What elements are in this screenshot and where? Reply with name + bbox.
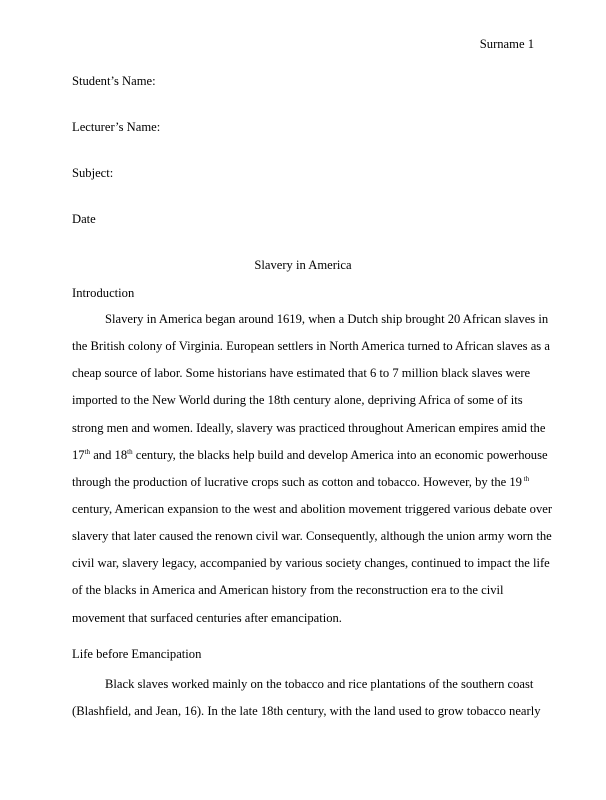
paragraph-line [72, 469, 534, 496]
header-surname: Surname [479, 37, 525, 51]
student-name-line: Student’s Name: [72, 74, 156, 88]
introduction-heading: Introduction [72, 286, 135, 300]
text-run: 17 [72, 447, 85, 462]
date-line: Date [72, 212, 96, 226]
paragraph-line: cheap source of labor. Some historians have estimated that 6 to 7 million black slaves were [72, 366, 531, 381]
paragraph-line: century, American expansion to the west and abolition movement triggered various debate over [72, 501, 553, 516]
paragraph-line: Black slaves worked mainly on the tobacco and rice plantations of the southern coast [105, 677, 534, 691]
lecturer-name-line: Lecturer’s Name: [72, 120, 161, 134]
text-run: through the production of lucrative crops such as cotton and tobacco. However, by the 19 [72, 474, 522, 489]
paragraph-line [72, 442, 548, 469]
paragraph-line: (Blashfield, and Jean, 16). In the late 18th century, with the land used to grow tobacco nearly [72, 704, 541, 719]
text-run: and 18 [90, 447, 128, 462]
superscript: th [84, 447, 91, 456]
life-before-emancipation-heading: Life before Emancipation [72, 647, 202, 661]
running-header [480, 37, 534, 52]
text-run: century, the blacks help build and develop America into an economic powerhouse [132, 447, 548, 462]
paragraph-line: slavery that later caused the renown civil war. Consequently, although the union army worn the [72, 529, 552, 544]
paragraph-line: movement that surfaced centuries after emancipation. [72, 610, 342, 625]
paragraph-line: of the blacks in America and American history from the reconstruction era to the civil [72, 583, 504, 598]
paragraph-line: the British colony of Virginia. European settlers in North America turned to African slaves as a [72, 339, 550, 354]
paragraph-line: civil war, slavery legacy, accompanied by various society changes, continued to impact the life [72, 556, 550, 571]
superscript: th [127, 447, 133, 456]
subject-line: Subject: [72, 166, 114, 180]
paragraph-line: Slavery in America began around 1619, when a Dutch ship brought 20 African slaves in [105, 312, 549, 326]
introduction-paragraph [72, 306, 553, 632]
superscript: th [521, 474, 530, 483]
paragraph-line: strong men and women. Ideally, slavery was practiced throughout American empires amid the [72, 420, 546, 435]
document-title: Slavery in America [254, 258, 352, 272]
life-before-emancipation-paragraph [72, 671, 541, 725]
paragraph-line: imported to the New World during the 18th century alone, depriving Africa of some of its [72, 393, 523, 408]
header-page-number: 1 [527, 37, 534, 51]
